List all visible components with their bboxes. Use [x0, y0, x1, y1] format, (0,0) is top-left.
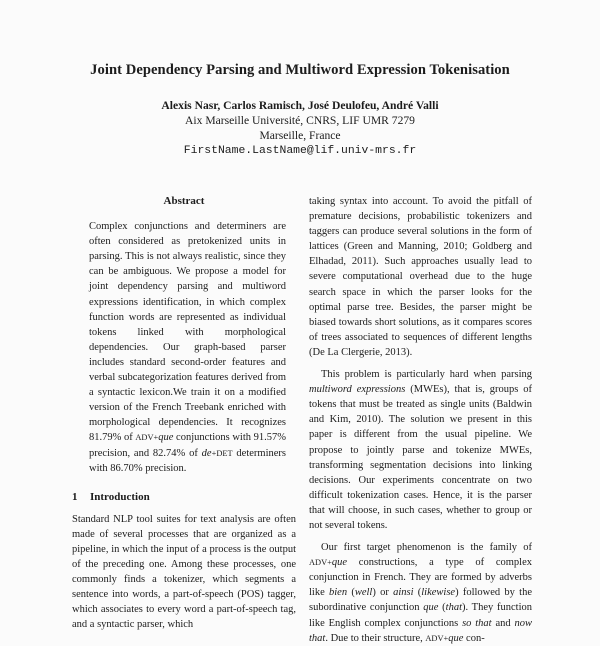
- body-paragraph-3: Our first target phenomenon is the family of ADV+que constructions, a type of complex conjunction in French. They are formed by adverbs like bien (well) or ainsi (likewise) followed by the subordinative conjunction que (that). They function like English complex conjunctions so that and now that. Due to their structure, ADV+que con-: [309, 542, 533, 644]
- abstract-text: Complex conjunctions and determiners are often considered as pretokenized units in parsing. This is not always realistic, since they can be ambiguous. We propose a model for joint dependency parsing and multiword expressions identification, in which complex function words are represented as individual tokens linked with morphological dependencies. Our graph-based parser includes standard second-order features and verbal subcategorization features derived from a syntactic lexicon.We train it on a modified version of the French Treebank enriched with morphological dependencies. It recognizes 81.79% of ADV+que conjunctions with 91.57% precision, and 82.74% of de+DET determiners with 86.70% precision.: [89, 221, 286, 474]
- affiliation: Aix Marseille Université, CNRS, LIF UMR 7279: [185, 114, 415, 128]
- right-column: [309, 194, 532, 646]
- introduction-paragraph: Standard NLP tool suites for text analysis are often made of several processes that are organized as a pipeline, in which the input of a process is the output of the preceding one. Among these processes, one commonly finds a tokenizer, which segments a sentence into words, a part-of-speech (POS) tagger, which associates to every word a part-of-speech tag, and a syntactic parser, which: [72, 513, 296, 631]
- location: Marseille, France: [259, 129, 341, 143]
- author-email: FirstName.LastName@lif.univ-mrs.fr: [183, 144, 417, 157]
- left-column: [72, 194, 296, 633]
- body-paragraph-1: taking syntax into account. To avoid the pitfall of premature decisions, probabilistic tokenizers and taggers can produce several solutions in the form of lattices (Green and Manning, 2010; Goldberg and Elhadad, 2011). Such approaches usually lead to severe computational overhead due to the huge search space in which the parser looks for the optimal parse tree. Besides, the parser might be biased towards short solutions, as it compares scores of trees associated to sequences of different lengths (De La Clergerie, 2013).: [309, 196, 532, 358]
- abstract-heading: Abstract: [163, 195, 205, 207]
- section-heading-introduction: 1 Introduction: [72, 490, 150, 503]
- author-names: Alexis Nasr, Carlos Ramisch, José Deulofeu, André Valli: [161, 99, 439, 112]
- body-paragraph-2: This problem is particularly hard when parsing multiword expressions (MWEs), that is, groups of tokens that must be treated as single units (Baldwin and Kim, 2010). The solution we present in this paper is different from the usual pipeline. We propose to jointly parse and tokenize MWEs, transforming segmentation decisions into linking decisions. Our experiments concentrate on two difficult tokenization cases. Hence, it is the parser that will choose, in such cases, whether to group or not several tokens.: [309, 369, 532, 531]
- paper-title: Joint Dependency Parsing and Multiword Expression Tokenisation: [90, 62, 510, 78]
- author-block: [0, 98, 600, 159]
